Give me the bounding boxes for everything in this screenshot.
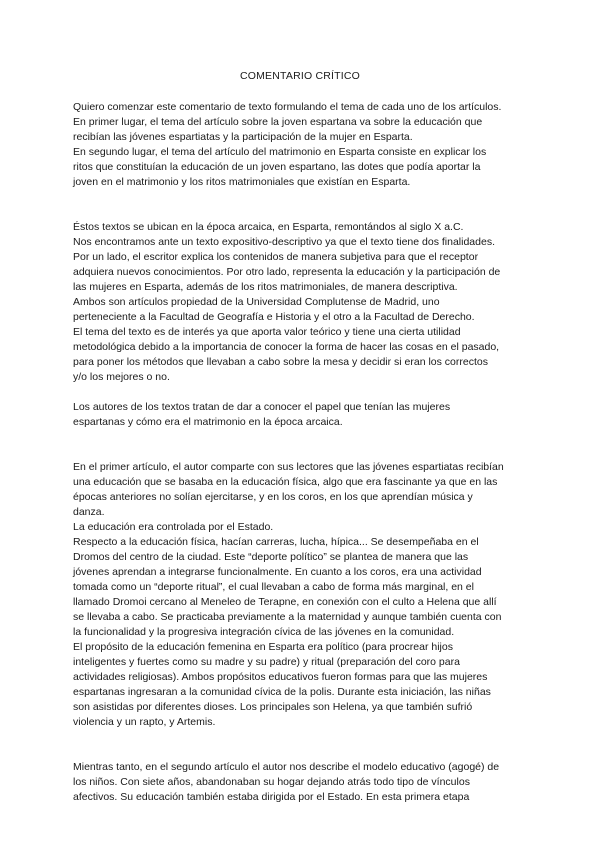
text-line: Dromos del centro de la ciudad. Este “deporte político” se plantea de manera que las	[73, 551, 469, 563]
document-title: COMENTARIO CRÍTICO	[239, 70, 361, 82]
text-line: En primer lugar, el tema del artículo sobre la joven espartana va sobre la educación que	[73, 116, 483, 128]
text-line: se llevaba a cabo. Se practicaba previamente a la maternidad y aunque también cuenta con	[73, 611, 502, 623]
text-line: afectivos. Su educación también estaba dirigida por el Estado. En esta primera etapa	[73, 791, 470, 803]
text-line: En el primer artículo, el autor comparte con sus lectores que las jóvenes espartiatas recibían	[73, 461, 504, 473]
text-line: actividades religiosas). Ambos propósitos educativos fueron formas para que las mujeres	[73, 671, 488, 683]
text-line: Éstos textos se ubican en la época arcaica, en Esparta, remontándos al siglo X a.C.	[73, 221, 464, 233]
text-line: espartanas y cómo era el matrimonio en la época arcaica.	[73, 416, 343, 428]
text-line: La educación era controlada por el Estado.	[73, 521, 274, 533]
text-line: la funcionalidad y la progresiva integración cívica de las jóvenes en la comunidad.	[73, 626, 455, 638]
text-line: tomada como un “deporte ritual”, el cual llevaban a cabo de forma más marginal, en el	[73, 581, 474, 593]
text-line: y/o los mejores o no.	[73, 371, 170, 383]
text-line: Quiero comenzar este comentario de texto formulando el tema de cada uno de los artículos.	[73, 101, 502, 113]
text-line: son asistidas por diferentes dioses. Los principales son Helena, ya que también sufrió	[73, 701, 473, 713]
text-line: Nos encontramos ante un texto expositivo-descriptivo ya que el texto tiene dos finalidades.	[73, 236, 495, 248]
text-line: Ambos son artículos propiedad de la Universidad Complutense de Madrid, uno	[73, 296, 440, 308]
text-line: una educación que se basaba en la educación física, algo que era fascinante ya que en las	[73, 476, 498, 488]
text-line: violencia y un rapto, y Artemis.	[73, 716, 216, 728]
text-line: inteligentes y fuertes como su madre y su padre) y ritual (preparación del coro para	[73, 656, 460, 668]
text-line: épocas anteriores no solían ejercitarse, y en los coros, en los que aprendían música y	[73, 491, 473, 503]
text-line: Los autores de los textos tratan de dar a conocer el papel que tenían las mujeres	[73, 401, 451, 413]
text-line: joven en el matrimonio y los ritos matrimoniales que existían en Esparta.	[73, 176, 411, 188]
text-line: En segundo lugar, el tema del artículo del matrimonio en Esparta consiste en explicar los	[73, 146, 487, 158]
text-line: para poner los métodos que llevaban a cabo sobre la mesa y decidir si eran los correctos	[73, 356, 488, 368]
text-line: Por un lado, el escritor explica los contenidos de manera subjetiva para que el receptor	[73, 251, 479, 263]
text-line: las mujeres en Esparta, además de los ritos matrimoniales, de manera descriptiva.	[73, 281, 458, 293]
text-line: espartanas ingresaran a la comunidad cívica de la polis. Durante esta iniciación, las niñas	[73, 686, 491, 698]
text-line: danza.	[73, 506, 105, 518]
text-line: perteneciente a la Facultad de Geografía e Historia y el otro a la Facultad de Derecho.	[73, 311, 475, 323]
text-line: Mientras tanto, en el segundo artículo el autor nos describe el modelo educativo (agogé) de	[73, 761, 500, 773]
text-line: recibían las jóvenes espartiatas y la participación de la mujer en Esparta.	[73, 131, 413, 143]
text-line: adquiera nuevos conocimientos. Por otro lado, representa la educación y la participación de	[73, 266, 501, 278]
text-line: jóvenes aprendan a integrarse funcionalmente. En cuanto a los coros, era una actividad	[73, 566, 482, 578]
text-line: Respecto a la educación física, hacían carreras, lucha, hípica... Se desempeñaba en el	[73, 536, 479, 548]
text-line: El propósito de la educación femenina en Esparta era político (para procrear hijos	[73, 641, 453, 653]
text-line: El tema del texto es de interés ya que aporta valor teórico y tiene una cierta utilidad	[73, 326, 461, 338]
text-line: los niños. Con siete años, abandonaban su hogar dejando atrás todo tipo de vínculos	[73, 776, 470, 788]
text-line: ritos que constituían la educación de un joven espartano, las dotes que podía aportar la	[73, 161, 481, 173]
text-line: metodológica debido a la importancia de conocer la forma de hacer las cosas en el pasado,	[73, 341, 500, 353]
text-line: llamado Dromoi cercano al Meneleo de Terapne, en conexión con el culto a Helena que allí	[73, 596, 497, 608]
